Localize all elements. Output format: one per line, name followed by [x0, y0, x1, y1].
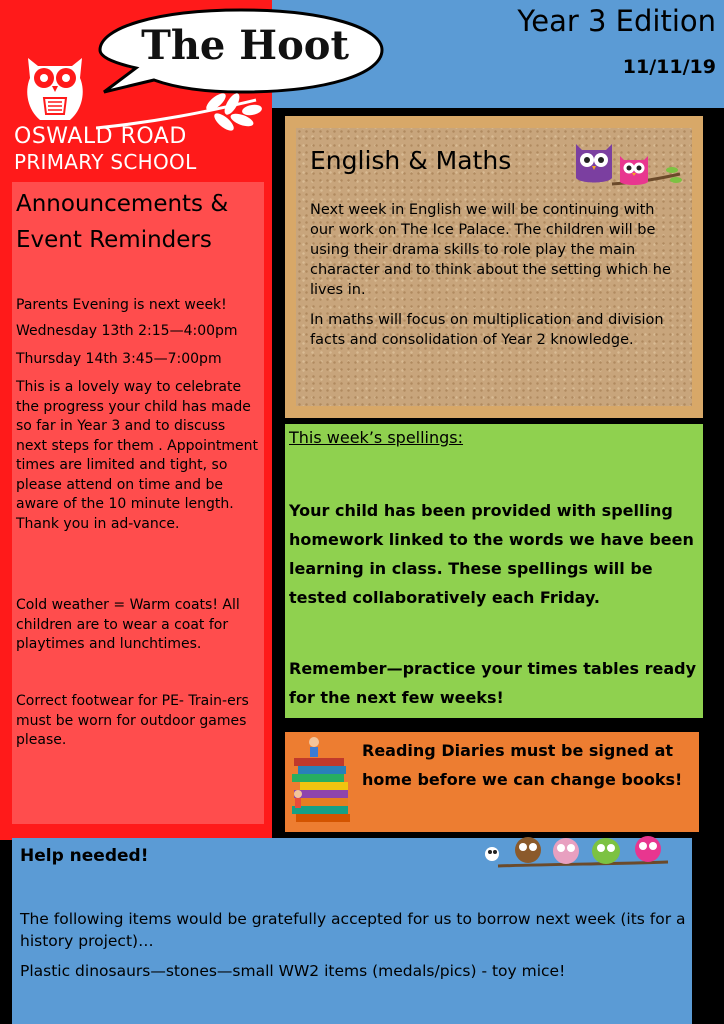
english-paragraph: Next week in English we will be continuing with our work on The Ice Palace. The children will be using their drama skills to role play the main character and to think about the setting which he lives in. [310, 202, 671, 298]
help-needed-heading: Help needed! [20, 846, 149, 866]
times-tables-reminder: Remember—practice your times tables ready for the next few weeks! [289, 659, 696, 707]
edition-label: Year 3 Edition [517, 4, 716, 38]
spellings-paragraph: Your child has been provided with spelling homework linked to the words we have been learning in class. These spellings will be tested collaboratively each Friday. [289, 501, 694, 607]
maths-paragraph: In maths will focus on multiplication and division facts and consolidation of Year 2 knowledge. [310, 312, 664, 348]
book-stack-icon [290, 736, 356, 828]
parents-evening-text: Parents Evening is next week! [16, 297, 227, 313]
school-name-line2: PRIMARY SCHOOL [14, 150, 197, 174]
parents-evening-details: This is a lovely way to celebrate the progress your child has made so far in Year 3 and to discuss next steps for them . Appointment times are limited and tight, so please attend on time and be aware of the 10 minute length. Thank you in ad-vance. [16, 379, 258, 532]
announcements-heading [16, 186, 256, 258]
owl-pair-icon [572, 138, 684, 202]
wednesday-times: Wednesday 13th 2:15—4:00pm [16, 323, 238, 339]
announcements-heading-line2: Event Reminders [16, 227, 212, 253]
newsletter-title: The Hoot [141, 22, 349, 69]
thursday-times: Thursday 14th 3:45—7:00pm [16, 351, 222, 367]
footwear-notice: Correct footwear for PE- Train-ers must be worn for outdoor games please. [16, 693, 249, 748]
owl-row-icon [478, 834, 674, 874]
cold-weather-notice: Cold weather = Warm coats! All children are to wear a coat for playtimes and lunchtimes. [16, 597, 240, 652]
issue-date: 11/11/19 [622, 56, 716, 78]
help-needed-intro: The following items would be gratefully accepted for us to borrow next week (its for a history project)… [20, 910, 686, 950]
owl-logo-icon [20, 48, 90, 126]
help-needed-items: Plastic dinosaurs—stones—small WW2 items (medals/pics) - toy mice! [20, 962, 566, 980]
reading-diaries-notice: Reading Diaries must be signed at home before we can change books! [362, 741, 683, 789]
english-maths-heading: English & Maths [310, 146, 512, 175]
school-name-line1: OSWALD ROAD [14, 124, 187, 149]
announcements-heading-line1: Announcements & [16, 191, 229, 217]
spellings-heading: This week’s spellings: [289, 428, 464, 447]
